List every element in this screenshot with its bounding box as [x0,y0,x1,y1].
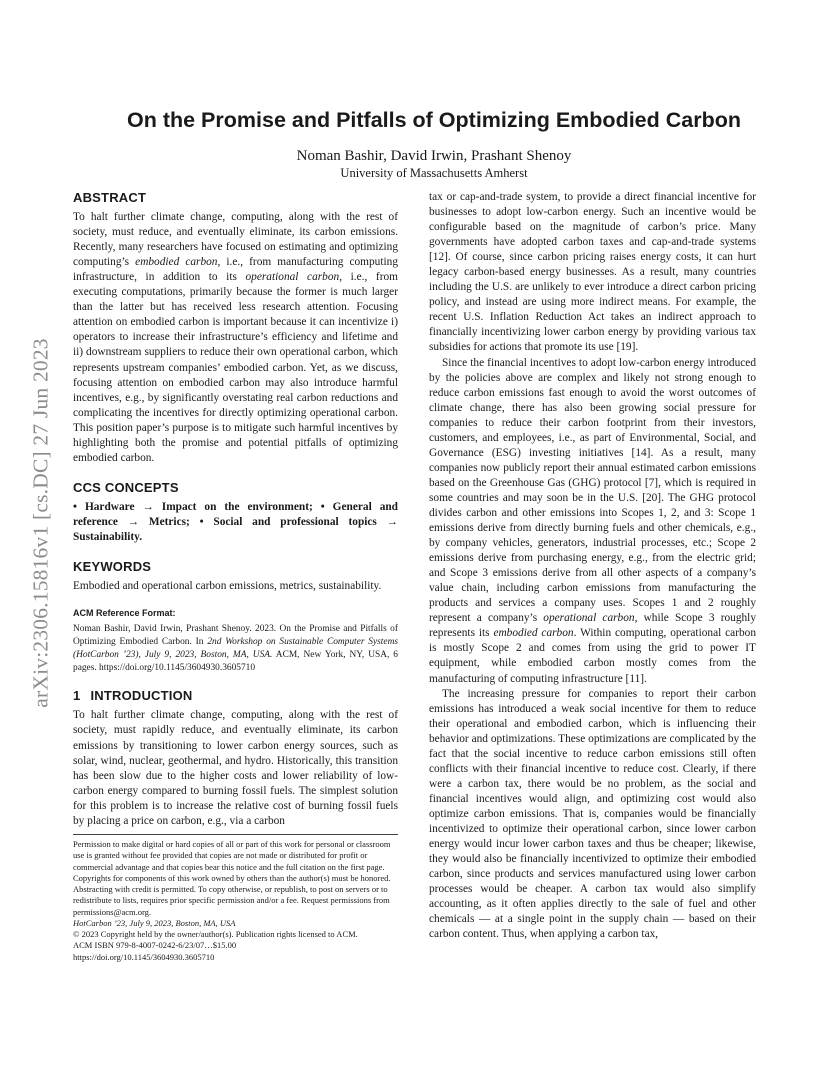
arxiv-identifier [26,288,56,758]
isbn-line: ACM ISBN 979-8-4007-0242-6/23/07…$15.00 [73,940,237,951]
intro-text-part: . Within computing, operational carbon is mostly Scope 2 and comes from using the grid to power IT equipment, while embodied carbon mostly comes from the manufacturing of computing infrastructure [11]. [429,627,757,685]
section-title: INTRODUCTION [90,688,193,704]
keywords-text: Embodied and operational carbon emissions, metrics, sustainability. [73,580,382,593]
right-column [429,190,756,942]
ccs-concepts-text: • Hardware → Impact on the environment; • General and reference → Metrics; • Social and professional topics → Sustainability. [73,500,398,543]
abstract-text-part: , i.e., from manufacturing computing infrastructure, in addition to its [73,256,398,284]
abstract-emphasis: embodied carbon [135,256,218,269]
abstract-heading: ABSTRACT [73,190,147,205]
ccs-concepts-heading: CCS CONCEPTS [73,479,179,495]
doi-line: https://doi.org/10.1145/3604930.3605710 [73,951,215,962]
permission-notice: Permission to make digital or hard copies of all or part of this work for personal or classroom use is granted without fee provided that copies are not made or distributed for profit or commercial advantage and that copies bear this notice and the full citation on the first page. Copyrights for components of this work owned by others than the author(s) must be honored. Abstracting with credit is permitted. To copy otherwise, or republish, to post on servers or to redistribute to lists, requires prior specific permission and/or a fee. Request permissions from permissions@acm.org. [73,839,391,917]
acm-reference-part: Noman Bashir, David Irwin, Prashant Shenoy. 2023. On the Promise and Pitfalls of Optimizing Embodied Carbon. In [73,624,398,647]
intro-emphasis: operational carbon [543,612,635,625]
intro-paragraph-1: To halt further climate change, computing, along with the rest of society, must rapidly reduce, and eventually eliminate, its carbon emissions by transitioning to lower carbon energy sources, such as solar, wind, nuclear, geothermal, and hydro. Historically, this transition has been slow due to the higher costs and lower reliability of low-carbon energy compared to burning fossil fuels. The simplest solution for this problem is to increase the relative cost of burning fossil fuels by placing a price on carbon, e.g., via a carbon [73,709,398,827]
introduction-heading [73,688,398,703]
abstract-text-part: To halt further climate change, computing, along with the rest of society, must reduce, and eventually eliminate, its carbon emissions. Recently, many researchers have focused on estimating and optimizing computing’s [73,211,398,269]
intro-paragraph-3: The increasing pressure for companies to report their carbon emissions has introduced a weak social incentive for them to reduce their operational and embodied carbon, which is influencing their behavior and optimizations. These optimizations are complicated by the fact that the social incentive to reduce carbon emissions still often conflicts with their financial incentive to reduce cost. Clearly, if there were a carbon tax, there would be no problem, as the social and financial incentives would align, and optimizing cost would also optimize carbon emissions. That is, companies would be financially incentivized to optimize their operational carbon, since lower carbon energy would incur lower carbon taxes and thus be cheaper; likewise, they would also be financially incentivized to optimize their embodied carbon, since products and services manufactured using lower carbon processes would be cheaper. A carbon tax would also simplify accounting, as it often applies directly to the sale of fuel and other chemicals — at a single point in the supply chain — based on their carbon content. Thus, when applying a carbon tax, [429,687,756,941]
intro-paragraph-2 [429,356,756,687]
copyright-line: © 2023 Copyright held by the owner/author(s). Publication rights licensed to ACM. [73,929,358,939]
abstract-text [73,210,398,466]
intro-paragraph-1-continued: tax or cap-and-trade system, to provide a direct financial incentive for businesses to adopt low-carbon energy. Such an incentive would be configurable based on the magnitude of carbon’s price. Many governments have adopted carbon taxes and cap-and-trade systems [12]. Of course, since carbon pricing raises energy costs, it can hurt legacy carbon-based energy businesses. As a result, many countries including the U.S. are unlikely to ever introduce a direct carbon pricing policy, and instead are using more indirect means. For example, the recent U.S. Inflation Reduction Act takes an indirect approach to financially incentivizing lower carbon energy by providing various tax subsidies for actions that promote its use [19]. [429,191,756,354]
affiliation: University of Massachusetts Amherst [340,166,528,180]
acm-reference-text [73,623,398,674]
footnote-divider [73,834,398,835]
acm-reference-venue: 2nd Workshop on Sustainable Computer Systems (HotCarbon ’23), July 9, 2023, Boston, MA, USA. [73,636,398,660]
keywords-heading: KEYWORDS [73,559,152,575]
author-list: Noman Bashir, David Irwin, Prashant Shenoy [296,148,572,164]
acm-reference-part: ACM, New York, NY, USA, 6 pages. https://doi.org/10.1145/3604930.3605710 [73,649,398,673]
footnote-venue-text: HotCarbon ’23, July 9, 2023, Boston, MA, USA [73,917,236,928]
acm-reference-heading: ACM Reference Format: [73,608,176,619]
intro-emphasis: embodied carbon [493,627,574,640]
intro-text-part: , while Scope 3 roughly represents its [429,612,756,640]
arxiv-identifier-text: arXiv:2306.15816v1 [cs.DC] 27 Jun 2023 [28,338,53,708]
left-column [73,190,398,829]
abstract-text-part: , i.e., from executing computations, primarily because the former is much larger than the latter but has received less research attention. Focusing attention on embodied carbon is important because it can incentivize i) operators to increase their infrastructure’s efficiency and lifetime and ii) downstream suppliers to reduce their own operational carbon, which represents upstream companies’ embodied carbon. Yet, as we discuss, focusing attention on embodied carbon may also introduce harmful incentives, e.g., by significantly overstating real carbon reductions and complicating the incentives for directly optimizing operational carbon. This position paper’s purpose is to mitigate such harmful incentives by highlighting both the promise and potential pitfalls of optimizing embodied carbon. [73,271,398,464]
section-number: 1 [73,688,81,704]
intro-text-part: Since the financial incentives to adopt low-carbon energy introduced by the policies above are complex and likely not strong enough to reduce carbon emissions fast enough to avoid the worst outcomes of climate change, there has also been growing social pressure for companies to reduce their carbon footprint from their investors, customers, and employees, i.e., as part of Environmental, Social, and Governance (ESG) investing initiatives [14]. As a result, many companies now publicly report their annual estimated carbon emissions based on the Greenhouse Gas (GHG) protocol [7], which is required in some countries and may soon be in the U.S. [20]. The GHG protocol divides carbon and other emissions into Scopes 1, 2, and 3: Scope 1 emissions derive from directly burning fuels and other chemicals, e.g., by company vehicles, generators, industrial processes, etc.; Scope 2 emissions derive from purchasing energy, e.g., from the electric grid; and Scope 3 emissions derive from all other aspects of a company’s value chain, including carbon emissions from manufacturing the products and services a company uses. Scopes 1 and 2 roughly represent a company’s [429,356,756,625]
footnote-venue [73,918,398,929]
abstract-emphasis: operational carbon [245,271,340,284]
copyright-footnote [73,834,398,963]
paper-title: On the Promise and Pitfalls of Optimizing Embodied Carbon [127,108,741,132]
